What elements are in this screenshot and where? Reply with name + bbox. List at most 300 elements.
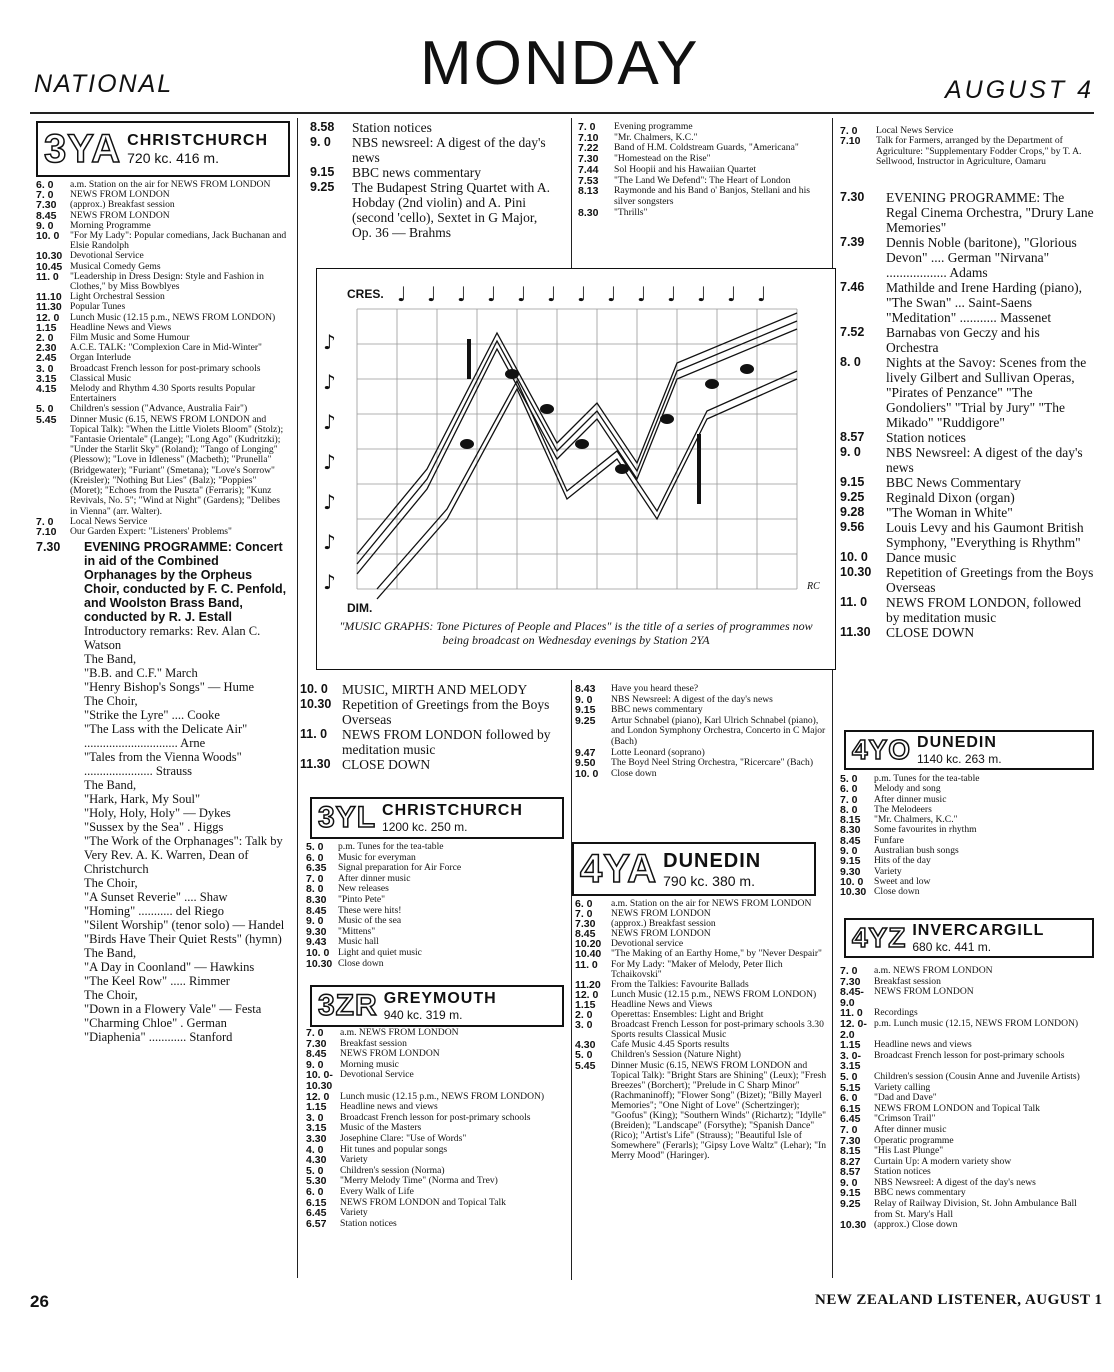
entry-time: 8.43 (575, 683, 596, 695)
entry-time: 5. 0 (306, 841, 324, 853)
entry-time: 9. 0 (840, 1176, 858, 1189)
entry-time: 9.28 (840, 505, 865, 519)
entry-text: Light and quiet music (338, 946, 422, 958)
entry-text: Variety (340, 1207, 368, 1219)
entry-text: NEWS FROM LONDON (611, 908, 711, 920)
entry-text: (approx.) Breakfast session (611, 918, 716, 930)
entry-time: 6.45 (840, 1113, 861, 1126)
svg-text:♪: ♪ (323, 330, 336, 354)
entry-time: 4. 0 (306, 1143, 324, 1156)
evening-programme (36, 540, 288, 1044)
programme-line: "Charming Chloe" . German (84, 1016, 227, 1031)
entry-text: NBS Newsreel: A digest of the day's news (886, 445, 1083, 475)
entry-text: Our Garden Expert: "Listeners' Problems" (70, 525, 232, 537)
date-label: AUGUST 4 (945, 76, 1095, 104)
schedule-entry (306, 842, 566, 853)
entry-time: 9. 0 (575, 693, 593, 706)
entry-text: Variety calling (874, 1081, 931, 1093)
schedule-entry (306, 948, 566, 959)
entry-text: NEWS FROM LONDON followed by meditation music (342, 727, 551, 757)
programme-line: "The Lass with the Delicate Air" .............................. Arne (84, 722, 248, 751)
entry-time: 7. 0 (840, 793, 858, 806)
entry-text: BBC news commentary (352, 165, 481, 180)
entry-time: 5.30 (306, 1175, 327, 1188)
station-city: CHRISTCHURCH (127, 132, 269, 149)
schedule-entry (840, 280, 1094, 325)
entry-time: 10.30 (840, 565, 872, 579)
schedule-entry (36, 384, 288, 404)
entry-text: Signal preparation for Air Force (338, 862, 462, 874)
entry-text: NEWS FROM LONDON (70, 189, 170, 201)
entry-time: 10. 0 (300, 682, 328, 696)
entry-time: 7. 0 (840, 965, 858, 977)
entry-text: Broadcast French Lesson for post-primary schools 3.30 Sports results Classical Music (611, 1019, 824, 1041)
schedule-entry (575, 1061, 827, 1162)
entry-time: 9. 0 (36, 219, 54, 232)
entry-time: 10. 0 (306, 946, 330, 959)
entry-text: Children's session ("Advance, Australia Fair") (70, 403, 248, 415)
entry-time: 10. 0-10.30 (306, 1069, 333, 1092)
entry-time: 9.50 (575, 757, 596, 770)
schedule-3yl (306, 842, 566, 969)
entry-time: 5. 0 (840, 1070, 858, 1083)
svg-text:♩: ♩ (517, 282, 527, 306)
entry-text: Morning music (340, 1058, 399, 1070)
schedule-entry (840, 136, 1094, 167)
entry-time: 8.45 (36, 209, 57, 222)
entry-text: Children's session (Norma) (340, 1164, 445, 1176)
entry-text: Josephine Clare: "Use of Words" (340, 1132, 467, 1144)
entry-time: 8.57 (840, 430, 865, 444)
entry-time: 10. 0 (575, 767, 599, 780)
entry-text: Sol Hoopii and his Hawaiian Quartet (614, 163, 757, 175)
entry-time: 8.45-9.0 (840, 986, 864, 1009)
entry-text: NEWS FROM LONDON (70, 209, 170, 221)
svg-text:♩: ♩ (607, 282, 617, 306)
crescendo-label: CRES. (347, 287, 384, 301)
programme-line: The Choir, (84, 876, 138, 891)
entry-time: 9.15 (840, 855, 861, 868)
column-divider-2 (571, 118, 572, 268)
entry-text: CLOSE DOWN (342, 757, 431, 772)
entry-text: Devotional Service (70, 250, 144, 262)
entry-time: 10.45 (36, 260, 63, 273)
schedule-entry (306, 959, 566, 970)
schedule-entry (310, 135, 560, 165)
entry-time: 6. 0 (306, 851, 324, 864)
entry-time: 6.35 (306, 862, 327, 875)
schedule-entry (840, 445, 1094, 475)
entry-text: (approx.) Breakfast session (70, 199, 175, 211)
entry-text: Broadcast French lesson for post-primary schools (874, 1049, 1065, 1061)
entry-time: 10. 0 (840, 875, 864, 888)
entry-time: 7.30 (575, 918, 596, 931)
publication-footer: NEW ZEALAND LISTENER, AUGUST 1 (815, 1292, 1103, 1308)
entry-text: Barnabas von Geczy and his Orchestra (886, 325, 1040, 355)
entry-time: 2.45 (36, 352, 57, 365)
entry-text: Popular Tunes (70, 301, 126, 313)
svg-text:♩: ♩ (457, 282, 467, 306)
entry-time: 8.45 (840, 834, 861, 847)
entry-text: Close down (874, 886, 920, 898)
schedule-entry (310, 180, 560, 240)
schedule-3ya-bottom (578, 122, 828, 218)
entry-time: 9.25 (840, 1198, 861, 1211)
entry-text: p.m. Tunes for the tea-table (338, 841, 444, 852)
schedule-entry (840, 430, 1094, 445)
schedule-entry (310, 165, 560, 180)
entry-text: Devotional service (611, 938, 684, 950)
entry-text: Music hall (338, 936, 379, 948)
entry-text: Variety (340, 1154, 368, 1166)
entry-text: "Leadership in Dress Design: Style and Fashion in Clothes," by Miss Bowblyes (70, 270, 264, 293)
entry-text: NEWS FROM LONDON and Topical Talk (340, 1196, 506, 1208)
svg-text:♪: ♪ (323, 530, 336, 554)
entry-time: 7.22 (578, 142, 599, 155)
entry-time: 7.30 (306, 1037, 327, 1050)
entry-text: Raymonde and his Band o' Banjos, Stellani and his silver songsters (614, 185, 810, 207)
entry-time: 4.30 (575, 1039, 596, 1052)
entry-time: 1.15 (575, 998, 596, 1011)
entry-text: Headline News and Views (611, 998, 713, 1010)
schedule-entry (840, 625, 1094, 640)
music-graph-image (317, 269, 835, 609)
entry-text: Nights at the Savoy: Scenes from the lively Gilbert and Sullivan Operas, "Pirates of Penzance" "The Gondoliers" "Trial by Jury" "The Mikado" "Ruddigore" (886, 355, 1087, 430)
programme-line: "Sussex by the Sea" . Higgs (84, 820, 224, 835)
entry-text: Station notices (340, 1217, 397, 1229)
entry-time: 2. 0 (575, 1009, 593, 1022)
station-city: DUNEDIN (917, 734, 997, 751)
entry-time: 7.44 (578, 163, 599, 176)
svg-text:♩: ♩ (637, 282, 647, 306)
entry-time: 12. 0 (575, 988, 599, 1001)
schedule-entry (840, 520, 1094, 550)
entry-time: 12. 0 (36, 311, 60, 324)
programme-line: The Band, (84, 778, 137, 793)
entry-text: Hits of the day (874, 855, 931, 867)
entry-text: Evening programme (614, 121, 693, 132)
svg-text:♩: ♩ (577, 282, 587, 306)
station-call: 4YZ (852, 922, 907, 953)
svg-text:♩: ♩ (427, 282, 437, 306)
entry-text: Band of H.M. Coldstream Guards, "Americana" (614, 142, 799, 154)
entry-text: Film Music and Some Humour (70, 332, 190, 344)
programme-line: "Henry Bishop's Songs" — Hume (84, 680, 255, 695)
entry-text: Music of the Masters (340, 1122, 422, 1134)
entry-time: 9.30 (840, 865, 861, 878)
svg-text:♩: ♩ (667, 282, 677, 306)
entry-time: 1.15 (840, 1039, 861, 1052)
entry-time: 6.15 (840, 1102, 861, 1115)
entry-time: 8.57 (840, 1166, 861, 1179)
schedule-entry (840, 987, 1094, 1008)
station-4yz-banner (844, 918, 1094, 958)
schedule-4ya-programme (840, 190, 1094, 640)
schedule-entry (575, 960, 827, 980)
entry-time: 7. 0 (840, 125, 858, 137)
entry-time: 7. 0 (840, 1123, 858, 1136)
programme-line: "B.B. and C.F." March (84, 666, 198, 681)
entry-time: 9. 0 (306, 1058, 324, 1071)
entry-time: 2. 0 (36, 332, 54, 345)
entry-time: 3.15 (36, 372, 57, 385)
entry-text: NEWS FROM LONDON and Topical Talk (874, 1102, 1040, 1114)
entry-text: Headline News and Views (70, 321, 172, 333)
entry-text: MUSIC, MIRTH AND MELODY (342, 682, 528, 697)
entry-text: (approx.) Close down (874, 1219, 958, 1231)
programme-line: The Band, (84, 652, 137, 667)
entry-text: The Boyd Neel String Orchestra, "Ricercare" (Bach) (611, 757, 814, 769)
entry-time: 5. 0 (840, 773, 858, 785)
schedule-entry (36, 231, 288, 251)
entry-time: 8.30 (306, 893, 327, 906)
entry-time: 9.47 (575, 746, 596, 759)
entry-text: Music for everyman (338, 851, 416, 863)
schedule-entry (840, 1199, 1094, 1220)
svg-text:♩: ♩ (757, 282, 767, 306)
entry-text: Funfare (874, 834, 904, 846)
entry-text: NEWS FROM LONDON (611, 928, 711, 940)
entry-time: 10.30 (840, 1219, 867, 1232)
entry-time: 9.43 (306, 936, 327, 949)
entry-time: 10.30 (300, 697, 332, 711)
entry-text: Classical Music (70, 372, 132, 384)
entry-text: Station notices (886, 430, 966, 445)
entry-time: 5. 0 (575, 1049, 593, 1062)
station-call: 3ZR (318, 989, 378, 1022)
entry-text: Melody and Rhythm 4.30 Sports results Popular Entertainers (70, 383, 256, 405)
entry-time: 8. 0 (306, 883, 324, 896)
entry-text: "The Land We Defend": The Heart of London (614, 174, 791, 186)
entry-text: NEWS FROM LONDON (340, 1048, 440, 1060)
entry-text: Lotte Leonard (soprano) (611, 746, 705, 758)
entry-text: "For My Lady": Popular comedians, Jack Buchanan and Elsie Randolph (70, 230, 287, 252)
schedule-3yl-late (575, 684, 827, 779)
programme-line: "Diaphenia" ............ Stanford (84, 1030, 233, 1045)
entry-time: 9.30 (306, 925, 327, 938)
entry-text: Recordings (874, 1007, 918, 1019)
entry-time: 9. 0 (310, 135, 331, 149)
schedule-entry (310, 120, 560, 135)
entry-text: Sweet and low (874, 875, 931, 887)
entry-time: 6. 0 (36, 179, 54, 191)
entry-time: 6.15 (306, 1196, 327, 1209)
entry-text: A.C.E. TALK: "Complexion Care in Mid-Winter" (70, 342, 262, 354)
entry-time: 7.10 (840, 135, 861, 148)
entry-text: Headline news and views (874, 1039, 972, 1051)
schedule-entry (840, 1220, 1094, 1231)
entry-text: Morning Programme (70, 219, 151, 231)
entry-time: 10.30 (36, 250, 63, 263)
entry-text: "Mittens" (338, 925, 376, 937)
entry-time: 11.30 (300, 757, 331, 771)
entry-text: Lunch music (12.15 p.m., NEWS FROM LONDON) (340, 1090, 545, 1102)
entry-text: a.m. Station on the air for NEWS FROM LONDON (611, 898, 812, 909)
entry-text: Operettas: Ensembles: Light and Bright (611, 1009, 764, 1021)
schedule-entry (575, 1050, 827, 1060)
schedule-entry (578, 208, 828, 219)
entry-time: 11. 0 (575, 958, 598, 971)
schedule-entry (36, 527, 288, 537)
programme-line: "The Work of the Orphanages": Talk by Very Rev. A. K. Warren, Dean of Christchurch (84, 834, 283, 877)
entry-time: 8. 0 (840, 803, 858, 816)
entry-time: 10.30 (840, 886, 867, 899)
entry-text: Children's Session (Nature Night) (611, 1049, 741, 1061)
entry-text: After dinner music (874, 1123, 947, 1135)
entry-time: 5.15 (840, 1081, 861, 1094)
column-divider-4 (571, 680, 572, 1280)
entry-time: 1.15 (306, 1101, 327, 1114)
entry-text: NEWS FROM LONDON (874, 986, 974, 998)
schedule-entry (840, 550, 1094, 565)
schedule-4ya-evening (840, 126, 1094, 168)
entry-text: Dennis Noble (baritone), "Glorious Devon" .... German "Nirvana" .................. Adams (886, 235, 1077, 280)
entry-text: Local News Service (70, 515, 148, 527)
entry-text: Local News Service (876, 125, 954, 136)
entry-time: 7.30 (840, 975, 861, 988)
schedule-entry (840, 595, 1094, 625)
station-3ya-banner (36, 121, 290, 177)
schedule-entry (840, 490, 1094, 505)
schedule-entry (575, 1020, 827, 1040)
entry-time: 5. 0 (306, 1164, 324, 1177)
entry-time: 7. 0 (306, 1027, 324, 1039)
entry-text: NEWS FROM LONDON, followed by meditation music (886, 595, 1081, 625)
station-call: 3YL (318, 801, 377, 834)
entry-text: Australian bush songs (874, 845, 959, 857)
entry-time: 7.52 (840, 325, 865, 339)
entry-time: 8.45 (306, 904, 327, 917)
entry-time: 11. 0 (840, 1007, 863, 1020)
entry-time: 5.45 (575, 1059, 596, 1072)
page-number: 26 (30, 1292, 49, 1311)
entry-time: 11.20 (575, 978, 601, 991)
entry-time: 7. 0 (578, 121, 596, 133)
entry-text: "The Woman in White" (886, 505, 1013, 520)
schedule-entry (575, 684, 827, 695)
schedule-entry (36, 272, 288, 292)
schedule-entry (306, 1070, 566, 1091)
svg-text:♪: ♪ (323, 410, 336, 434)
schedule-entry (840, 1125, 1094, 1136)
schedule-entry (300, 727, 562, 757)
schedule-entry (578, 165, 828, 176)
schedule-entry (840, 505, 1094, 520)
entry-time: 8.13 (578, 185, 599, 198)
entry-text: Have you heard these? (611, 683, 699, 694)
entry-text: Louis Levy and his Gaumont British Symphony, "Everything is Rhythm" (886, 520, 1084, 550)
entry-time: 9.15 (840, 1187, 861, 1200)
music-graph-illustration (316, 268, 836, 670)
entry-text: "The Making of an Earthy Home," by "Never Despair" (611, 948, 822, 960)
station-freq: 1200 kc. 250 m. (382, 820, 468, 834)
svg-text:♪: ♪ (323, 490, 336, 514)
schedule-entry (840, 475, 1094, 490)
entry-time: 6.45 (306, 1207, 327, 1220)
entry-text: The Melodeers (874, 803, 932, 815)
schedule-entry (575, 716, 827, 748)
entry-time: 10. 0 (840, 550, 868, 564)
entry-text: "Thrills" (614, 206, 648, 218)
entry-text: Broadcast French lesson for post-primary schools (340, 1111, 531, 1123)
station-freq: 790 kc. 380 m. (663, 872, 755, 889)
diminuendo-label: DIM. (347, 601, 373, 615)
entry-text: Station notices (352, 120, 432, 135)
schedule-entry (840, 1019, 1094, 1040)
entry-text: Operatic programme (874, 1134, 954, 1146)
entry-text: Organ Interlude (70, 352, 131, 364)
entry-text: NBS Newsreel: A digest of the day's news (874, 1176, 1036, 1188)
entry-text: Devotional Service (340, 1069, 414, 1081)
entry-time: 7.53 (578, 174, 599, 187)
entry-time: 3. 0-3.15 (840, 1049, 862, 1073)
entry-text: "Homestead on the Rise" (614, 153, 711, 165)
programme-line: The Band, (84, 946, 137, 961)
entry-time: 9. 0 (306, 915, 324, 928)
svg-text:♩: ♩ (487, 282, 497, 306)
entry-time: 6. 0 (306, 1185, 324, 1198)
schedule-4yz (840, 966, 1094, 1231)
entry-text: "Merry Melody Time" (Norma and Trev) (340, 1175, 498, 1187)
entry-time: 7.30 (36, 540, 61, 555)
entry-time: 7.10 (578, 131, 599, 144)
entry-time: 8. 0 (840, 355, 861, 369)
entry-text: Dance music (886, 550, 957, 565)
schedule-3ya-late (310, 120, 560, 240)
entry-time: 10. 0 (36, 230, 60, 243)
entry-text: Station notices (874, 1166, 931, 1178)
schedule-entry (300, 697, 562, 727)
artist-signature: RC (807, 581, 820, 592)
entry-time: 7.10 (36, 525, 57, 538)
entry-text: After dinner music (338, 872, 411, 884)
station-call: 4YA (580, 846, 658, 891)
entry-time: 9.25 (575, 714, 596, 727)
entry-time: 11. 0 (36, 270, 59, 283)
entry-text: Music of the sea (338, 915, 402, 927)
entry-text: Close down (338, 957, 384, 969)
programme-line: "Silent Worship" (tenor solo) — Handel (84, 918, 285, 933)
programme-line: "Holy, Holy, Holy" — Dykes (84, 806, 231, 821)
station-call: 3YA (44, 126, 122, 171)
entry-text: BBC news commentary (611, 704, 703, 716)
schedule-entry (578, 186, 828, 207)
entry-text: a.m. Station on the air for NEWS FROM LONDON (70, 179, 271, 190)
svg-text:♩: ♩ (547, 282, 557, 306)
entry-time: 7.30 (36, 199, 57, 212)
entry-time: 11. 0 (300, 727, 328, 741)
entry-time: 8.15 (840, 1145, 861, 1158)
entry-time: 7. 0 (306, 872, 324, 885)
day-title: MONDAY (420, 29, 700, 98)
entry-time: 7. 0 (36, 189, 54, 202)
entry-text: Every Walk of Life (340, 1185, 414, 1197)
entry-text: Light Orchestral Session (70, 291, 165, 303)
programme-line: "Birds Have Their Quiet Rests" (hymn) (84, 932, 282, 947)
entry-time: 8.27 (840, 1155, 861, 1168)
entry-text: BBC News Commentary (886, 475, 1021, 490)
entry-time: 4.30 (306, 1154, 327, 1167)
programme-line: Introductory remarks: Rev. Alan C. Watson (84, 624, 261, 653)
station-city: CHRISTCHURCH (382, 802, 523, 819)
entry-text: Cafe Music 4.45 Sports results (611, 1039, 730, 1051)
entry-text: Broadcast French lesson for post-primary schools (70, 362, 261, 374)
header-rule (30, 112, 1094, 114)
schedule-entry (306, 895, 566, 906)
entry-time: 9.15 (840, 475, 865, 489)
entry-time: 7.39 (840, 235, 865, 249)
entry-text: "His Last Plunge" (874, 1145, 944, 1157)
